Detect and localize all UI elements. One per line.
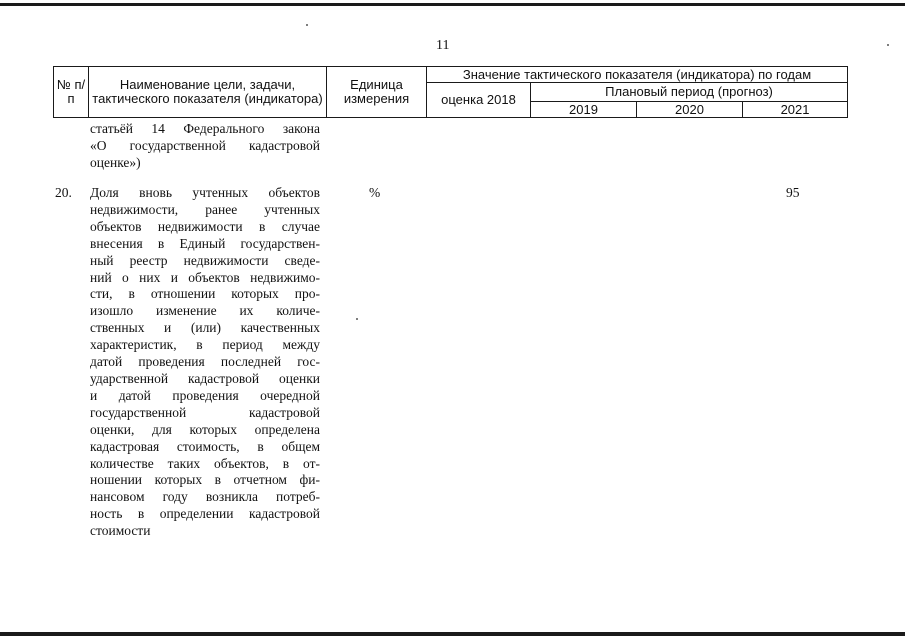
header-name-cell: Наименование цели, задачи, тактического показателя (индикатора) — [89, 67, 327, 118]
indicator-line: государственной кадастровой — [90, 404, 320, 420]
indicator-table-header — [53, 66, 848, 118]
indicator-line: нансовом году возникла потреб- — [90, 489, 320, 505]
scan-speck — [306, 24, 308, 26]
continuation-text — [90, 121, 320, 172]
top-scan-border — [0, 3, 905, 6]
row-number: 20. — [55, 185, 72, 200]
indicator-line: ность в определении кадастровой — [90, 506, 320, 522]
header-plan-cell: Плановый период (прогноз) — [531, 83, 848, 102]
scan-speck — [356, 318, 358, 320]
indicator-line: недвижимости, ранее учтенных — [90, 201, 320, 217]
indicator-line: оценки, для которых определена — [90, 421, 320, 437]
header-year-2020: 2020 — [637, 102, 743, 118]
page-number: 11 — [436, 38, 450, 53]
indicator-line: ственных и (или) качественных — [90, 320, 320, 336]
header-unit-cell: Единица измерения — [327, 67, 427, 118]
indicator-line: и датой проведения очередной — [90, 387, 320, 403]
continuation-line: «О государственной кадастровой — [90, 137, 320, 153]
header-year-2019: 2019 — [531, 102, 637, 118]
indicator-line: объектов недвижимости в случае — [90, 218, 320, 234]
indicator-line: характеристик, в период между — [90, 337, 320, 353]
row-unit: % — [369, 185, 381, 200]
bottom-scan-border — [0, 632, 905, 636]
indicator-line: ношении которых в отчетном фи- — [90, 472, 320, 488]
indicator-line: стоимости — [90, 523, 151, 539]
continuation-line: оценке») — [90, 154, 141, 170]
indicator-line: сти, в отношении которых про- — [90, 286, 320, 302]
header-estimate-cell: оценка 2018 — [427, 83, 531, 118]
indicator-line: внесения в Единый государствен- — [90, 235, 320, 251]
indicator-line: датой проведения последней гос- — [90, 354, 320, 370]
row-value-2021: 95 — [786, 185, 800, 200]
header-number-cell: № п/п — [54, 67, 89, 118]
indicator-line: ний о них и объектов недвижимо- — [90, 269, 320, 285]
indicator-line: Доля вновь учтенных объектов — [90, 185, 320, 200]
indicator-line: ный реестр недвижимости сведе- — [90, 252, 320, 268]
indicator-line: количестве таких объектов, в от- — [90, 455, 320, 471]
indicator-line: ударственной кадастровой оценки — [90, 370, 320, 386]
indicator-line: изошло изменение их количе- — [90, 303, 320, 319]
scan-speck — [887, 44, 889, 46]
indicator-line: кадастровая стоимость, в общем — [90, 438, 320, 454]
continuation-line: статьёй 14 Федерального закона — [90, 121, 320, 136]
header-values-group: Значение тактического показателя (индикатора) по годам — [427, 67, 848, 83]
header-year-2021: 2021 — [743, 102, 848, 118]
row-indicator-text — [90, 185, 320, 540]
